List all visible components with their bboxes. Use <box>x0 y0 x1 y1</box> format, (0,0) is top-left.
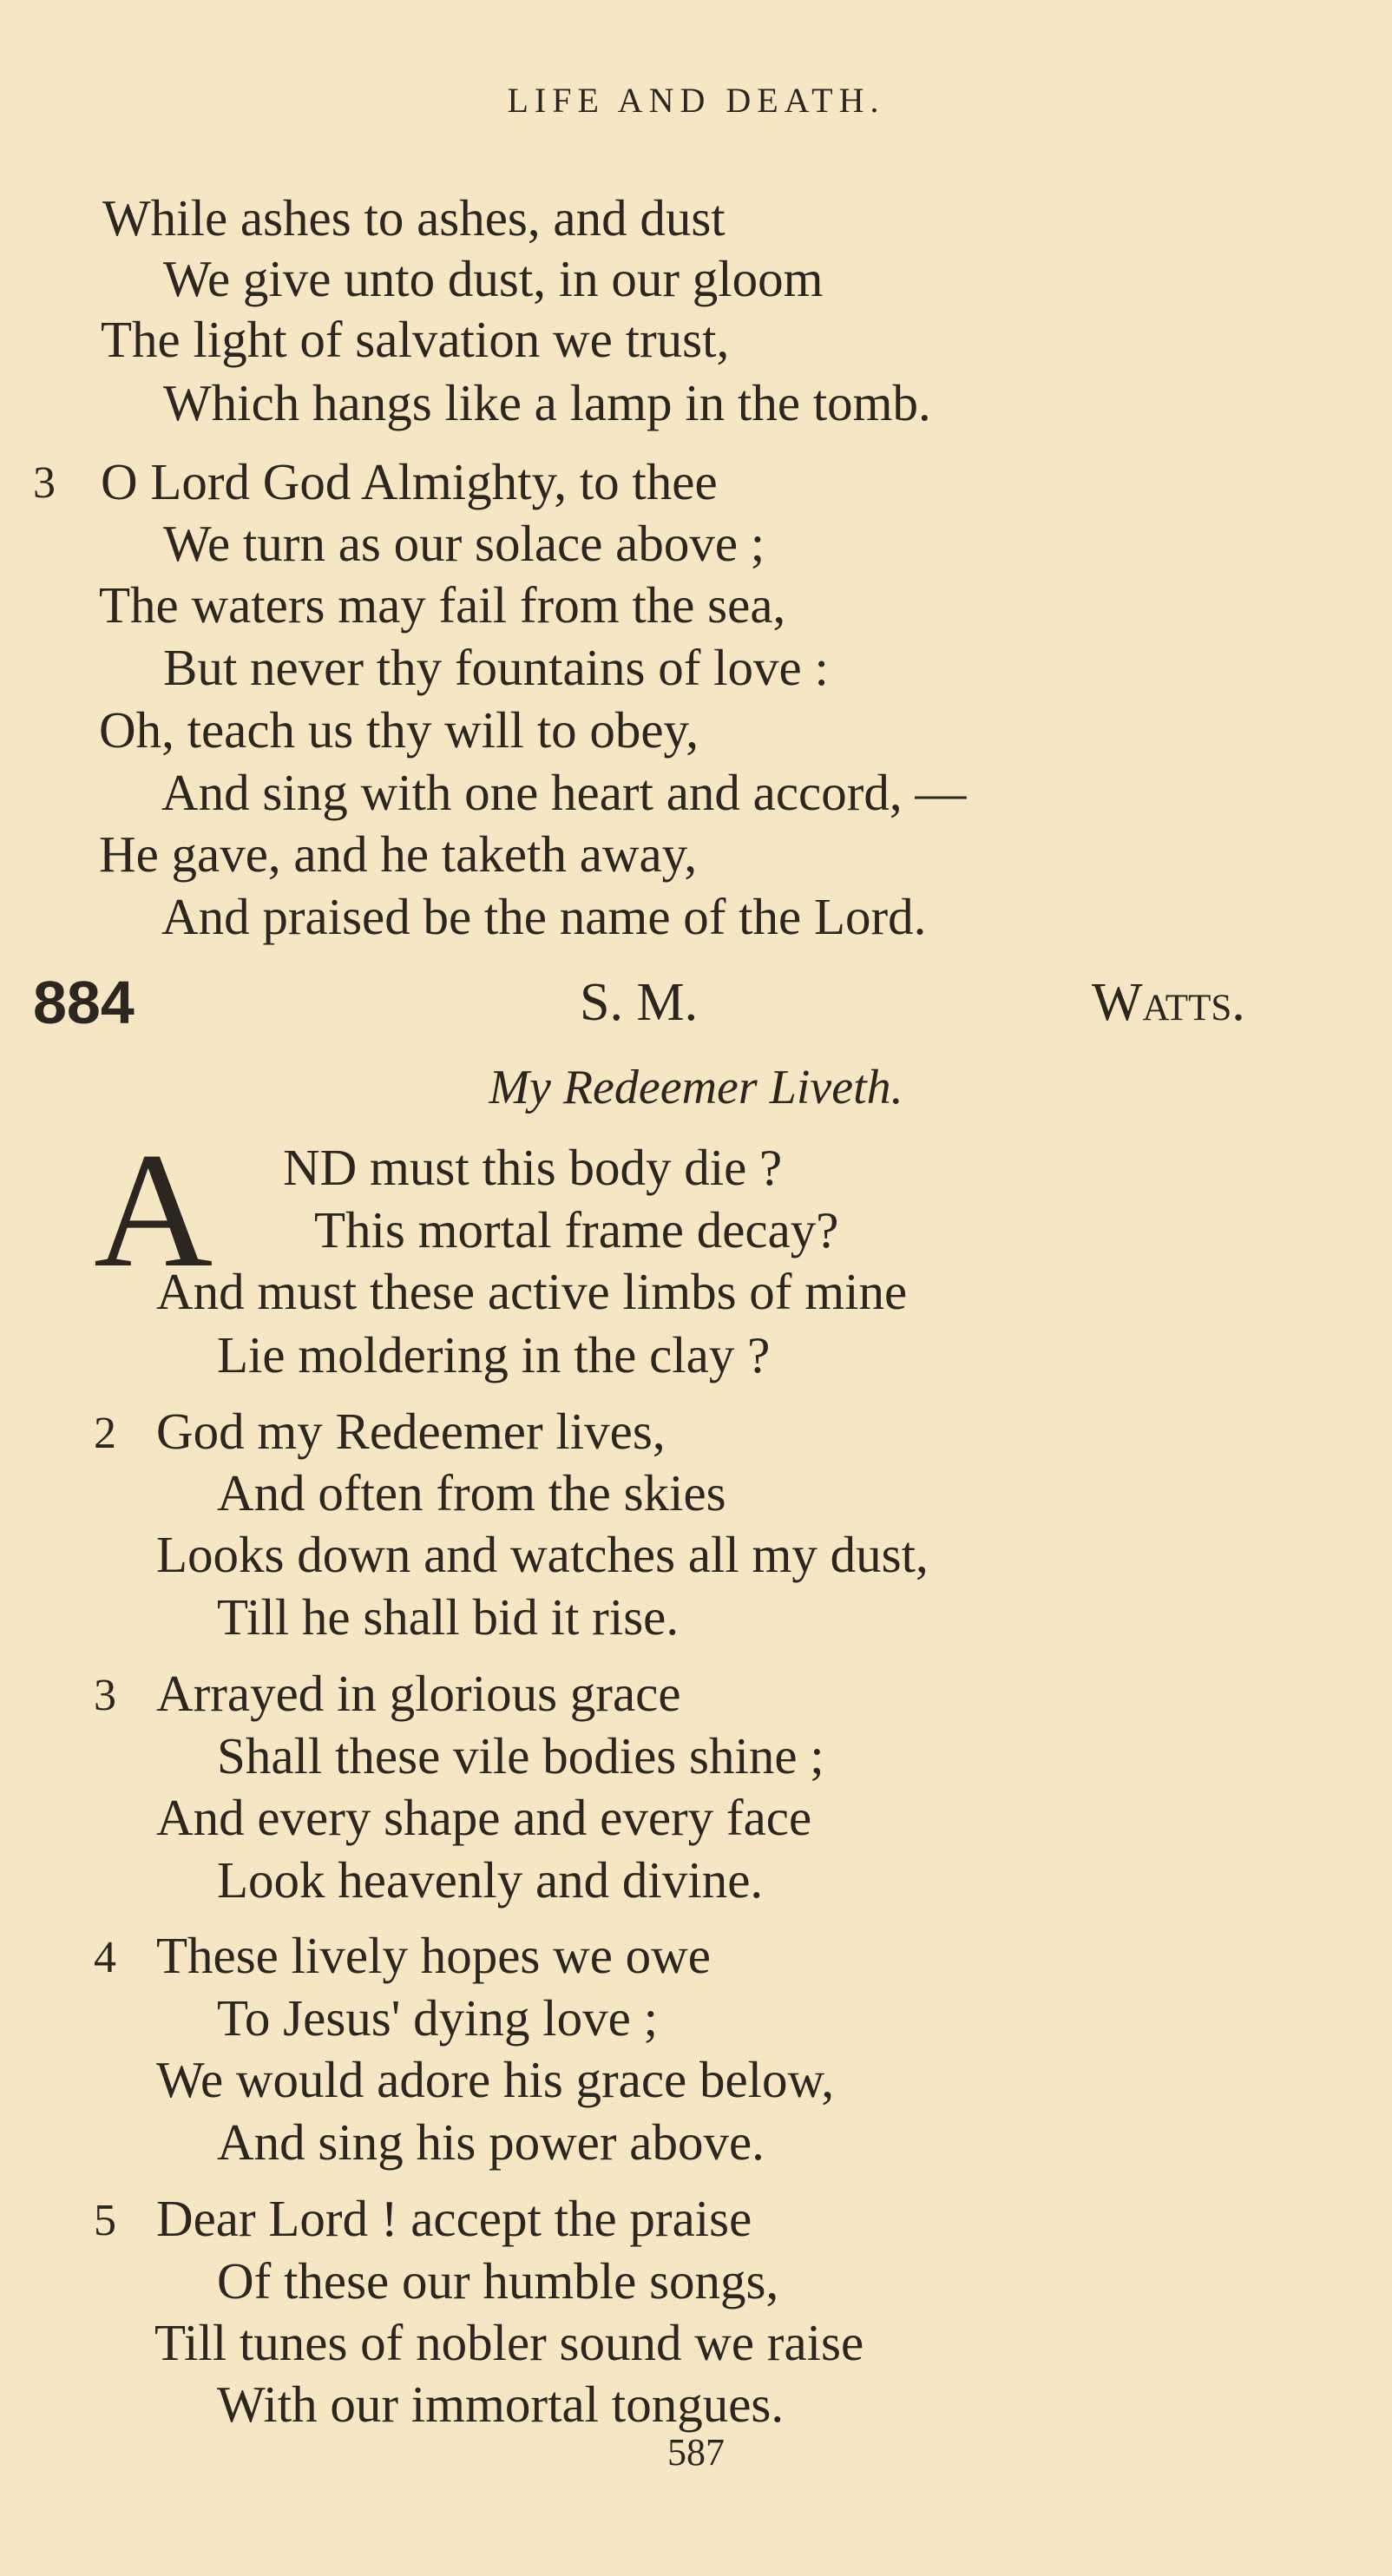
verse-line: To Jesus' dying love ; <box>217 1989 658 2047</box>
verse-line: The waters may fail from the sea, <box>99 576 786 634</box>
verse-line: Till tunes of nobler sound we raise <box>154 2314 864 2371</box>
verse-line: We would adore his grace below, <box>156 2051 835 2108</box>
verse-line: Looks down and watches all my dust, <box>156 1526 929 1583</box>
verse-line: And often from the skies <box>217 1464 726 1521</box>
verse-line: Look heavenly and divine. <box>217 1851 764 1909</box>
page-number: 587 <box>667 2431 725 2474</box>
stanza-number: 3 <box>33 458 56 508</box>
hymn-title: My Redeemer Liveth. <box>489 1061 903 1114</box>
verse-line: And must these active limbs of mine <box>156 1263 908 1320</box>
verse-line: And sing his power above. <box>217 2113 765 2171</box>
verse-line: Lie moldering in the clay ? <box>217 1326 771 1383</box>
verse-line: And sing with one heart and accord, — <box>161 764 967 821</box>
hymn-author: Watts. <box>1092 973 1245 1032</box>
verse-line: We give unto dust, in our gloom <box>163 250 824 307</box>
drop-cap: A <box>94 1120 213 1302</box>
hymn-number: 884 <box>33 969 135 1036</box>
verse-line: ND must this body die ? <box>283 1139 783 1196</box>
verse-line: O Lord God Almighty, to thee <box>101 453 718 510</box>
verse-line: While ashes to ashes, and dust <box>102 189 726 246</box>
verse-line: Which hangs like a lamp in the tomb. <box>163 374 931 431</box>
verse-line: God my Redeemer lives, <box>156 1403 666 1460</box>
stanza-number: 3 <box>94 1671 116 1720</box>
verse-line: The light of salvation we trust, <box>101 311 730 368</box>
verse-line: Of these our humble songs, <box>217 2252 779 2310</box>
verse-line: We turn as our solace above ; <box>163 515 765 572</box>
verse-line: These lively hopes we owe <box>156 1927 711 1984</box>
hymn-meter: S. M. <box>580 973 699 1032</box>
verse-line: He gave, and he taketh away, <box>99 825 698 883</box>
verse-line: Dear Lord ! accept the praise <box>156 2190 752 2247</box>
verse-line: Till he shall bid it rise. <box>217 1588 680 1646</box>
verse-line: This mortal frame decay? <box>314 1201 839 1258</box>
verse-line: With our immortal tongues. <box>217 2376 785 2433</box>
verse-line: Arrayed in glorious grace <box>156 1665 681 1722</box>
running-head: LIFE AND DEATH. <box>507 81 885 120</box>
verse-line: But never thy fountains of love : <box>163 639 829 696</box>
stanza-number: 5 <box>94 2196 116 2245</box>
verse-line: And praised be the name of the Lord. <box>161 888 927 945</box>
stanza-number: 2 <box>94 1409 116 1458</box>
verse-line: Shall these vile bodies shine ; <box>217 1727 824 1784</box>
stanza-number: 4 <box>94 1933 116 1982</box>
verse-line: Oh, teach us thy will to obey, <box>99 701 699 759</box>
verse-line: And every shape and every face <box>156 1789 812 1846</box>
